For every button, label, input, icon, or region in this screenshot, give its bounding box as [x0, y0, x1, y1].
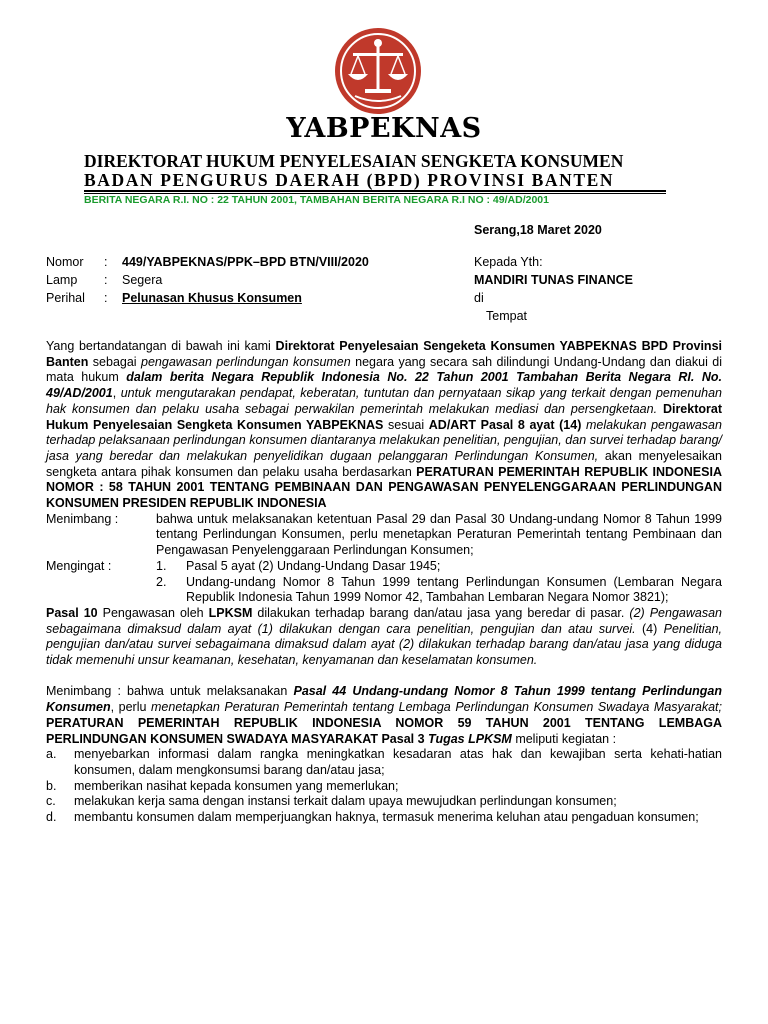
text-run: Yang bertandatangan di bawah ini kami — [46, 339, 276, 353]
lamp-value: Segera — [122, 273, 163, 287]
text-run: , — [112, 386, 121, 401]
item-letter: a. — [46, 747, 57, 762]
item-text: Undang-undang Nomor 8 Tahun 1999 tentang Perlindungan Konsumen (Lembaran Negara Republik Indonesia Tahun 1999 Nomor 42, Tambahan Lembaran Negara Nomor 3821); — [186, 574, 722, 605]
item-number: 2. — [156, 574, 167, 589]
text-run: Pasal 10 — [46, 605, 98, 620]
meta-lamp — [46, 271, 369, 289]
item-letter: c. — [46, 794, 56, 809]
address-kepada: Kepada Yth: — [474, 255, 543, 269]
item-text: membantu konsumen dalam memperjuangkan haknya, termasuk menerima keluhan atau pengaduan konsumen; — [74, 810, 699, 825]
mengingat-section — [46, 559, 722, 606]
menimbang-text: bahwa untuk melaksanakan ketentuan Pasal 29 dan Pasal 30 Undang-undang Nomor 8 Tahun 1999 tentang Perlindungan Konsumen, perlu menetapkan Peraturan Pemerintah tentang Pembinaan dan Pengawasan Penyelenggaraan Perlindungan Konsumen; — [156, 511, 722, 558]
opening-paragraph — [46, 339, 722, 512]
menimbang2-paragraph — [46, 684, 722, 747]
menimbang-key: Menimbang : — [46, 511, 119, 526]
text-run: Direktorat Penyelesaian Sengeketa Konsumen YABPEKNAS BPD Provinsi Banten — [46, 339, 722, 369]
text-run: AD/ART Pasal 8 ayat (14) — [428, 417, 582, 432]
text-run: meliputi kegiatan : — [511, 731, 617, 746]
meta-nomor — [46, 253, 369, 271]
text-run: sebagai — [88, 354, 142, 369]
text-run: PERATURAN PEMERINTAH REPUBLIK INDONESIA NOMOR 59 TAHUN 2001 TENTANG LEMBAGA PERLINDUNGAN KONSUMEN SWADAYA MASYARAKAT Pasal 3 — [46, 715, 722, 746]
menimbang-section — [46, 512, 722, 559]
meta-colon: : — [104, 273, 108, 287]
item-text: melakukan kerja sama dengan instansi terkait dalam upaya mewujudkan perlindungan konsumen; — [74, 794, 617, 809]
list-item — [46, 779, 722, 795]
text-run: PERATURAN PEMERINTAH REPUBLIK INDONESIA NOMOR : 58 TAHUN 2001 TENTANG PEMBINAAN DAN PENGAWASAN PENYELENGGARAAN PERLINDUNGAN KONSUMEN PRESIDEN REPUBLIK INDONESIA — [46, 464, 722, 511]
meta-perihal — [46, 289, 369, 307]
item-text: memberikan nasihat kepada konsumen yang memerlukan; — [74, 778, 399, 793]
address-di: di — [474, 291, 484, 305]
text-run: akan menyelesaikan sengketa antara pihak konsumen dan pelaku usaha berdasarkan — [46, 448, 722, 479]
list-item — [46, 810, 722, 826]
text-run: (2) Pengawasan sebagaimana dimaksud dalam ayat (1) dilakukan dengan cara penelitian, pengujian dan atau survei. — [46, 605, 722, 636]
text-run: dalam berita Negara Republik Indonesia No. 22 Tahun 2001 Tambahan Berita Negara RI. No. 49/AD/2001 — [46, 370, 722, 401]
item-text: Pasal 5 ayat (2) Undang-Undang Dasar 1945; — [186, 558, 441, 573]
list-item — [156, 575, 722, 606]
meta-key: Lamp — [46, 273, 78, 287]
list-item — [46, 794, 722, 810]
mengingat-key: Mengingat : — [46, 558, 112, 573]
text-run: Pengawasan oleh — [97, 605, 209, 620]
text-run: Menimbang : bahwa untuk melaksanakan — [46, 684, 294, 699]
text-run: untuk mengutarakan pendapat, keberatan, tuntutan dan pernyataan sikap yang terkait dengan pemenuhan hak konsumen dan pelaku usaha sebagai perwakilan pemerintah melakukan mediasi dan persengketaan. — [46, 386, 722, 416]
meta-key: Nomor — [46, 255, 84, 269]
recipient-address — [474, 253, 633, 325]
text-run: pengawasan perlindungan konsumen — [141, 354, 351, 369]
paragraph-spacer — [46, 669, 722, 685]
meta-colon: : — [104, 255, 108, 269]
letter-meta — [46, 253, 369, 307]
item-letter: b. — [46, 778, 57, 793]
text-run: dilakukan terhadap barang dan/atau jasa yang beredar di pasar. — [252, 605, 630, 620]
list-item — [46, 747, 722, 778]
place-date: Serang,18 Maret 2020 — [474, 223, 602, 237]
text-run: Pasal 44 Undang-undang Nomor 8 Tahun 1999 tentang Perlindungan Konsumen — [46, 684, 723, 715]
text-run: Direktorat Hukum Penyelesaian Sengketa Konsumen YABPEKNAS — [46, 401, 722, 432]
text-run: LPKSM — [208, 605, 253, 620]
letter-number: 449/YABPEKNAS/PPK–BPD BTN/VIII/2020 — [122, 255, 369, 269]
address-tempat: Tempat — [486, 309, 527, 323]
text-run: menetapkan Peraturan Pemerintah tentang Lembaga Perlindungan Konsumen Swadaya Masyarakat; — [151, 700, 722, 715]
meta-colon: : — [104, 291, 108, 305]
text-run: Tugas LPKSM — [428, 731, 512, 746]
pasal10-paragraph — [46, 606, 722, 669]
text-run: sesuai — [383, 417, 429, 432]
directorate-line: DIREKTORAT HUKUM PENYELESAIAN SENGKETA KONSUMEN — [84, 151, 624, 171]
text-run: Penelitian, pengujian dan/atau survei sebagaimana dimaksud dalam ayat (2) dilakukan terhadap barang dan/atau jasa yang diduga tidak memenuhi unsur keamanan, kesehatan, kenyamanan dan keselamatan konsumen. — [46, 621, 722, 668]
list-item — [156, 559, 722, 575]
recipient-name: MANDIRI TUNAS FINANCE — [474, 273, 634, 287]
text-run: , perlu — [110, 700, 152, 715]
subject-value: Pelunasan Khusus Konsumen — [122, 291, 302, 305]
scales-of-justice-emblem-icon — [333, 26, 423, 116]
gazette-reference: BERITA NEGARA R.I. NO : 22 TAHUN 2001, TAMBAHAN BERITA NEGARA R.I NO : 49/AD/2001 — [84, 194, 549, 206]
board-line: BADAN PENGURUS DAERAH (BPD) PROVINSI BANTEN — [84, 170, 615, 190]
text-run: melakukan pengawasan terhadap pelaksanaan perlindungan konsumen diantaranya melakukan penelitian, pengujian, dan survei terhadap barang/ jasa yang beredar dan melakukan penyelidikan dugaan pelanggaran Perlindungan Konsumen, — [46, 417, 722, 463]
item-text: menyebarkan informasi dalam rangka meningkatkan kesadaran atas hak dan kewajiban serta kehati-hatian konsumen, dalam mengkonsumsi barang dan/atau jasa; — [74, 747, 722, 777]
letter-body — [46, 339, 722, 826]
text-run: (4) — [635, 621, 664, 636]
text-run: negara yang secara sah dilindungi Undang-Undang dan diakui di mata hukum — [46, 354, 723, 385]
item-letter: d. — [46, 810, 57, 825]
meta-key: Perihal — [46, 291, 85, 305]
letterhead-rule — [84, 190, 666, 192]
item-number: 1. — [156, 558, 167, 573]
organization-name: YABPEKNAS — [286, 113, 482, 144]
